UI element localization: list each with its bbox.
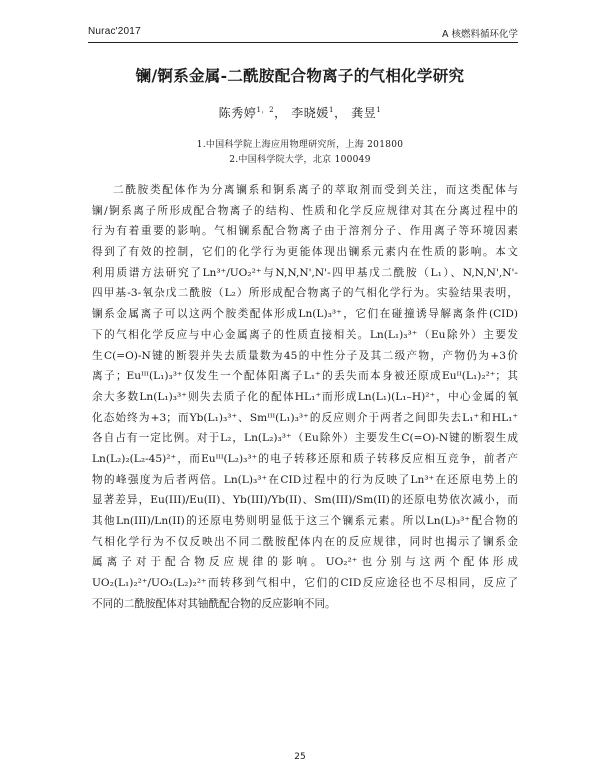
abstract-line: 其他Ln(III)/Ln(II)的还原电势则明显低于这三个镧系元素。所以Ln(L)₃³⁺配合物的 — [92, 515, 518, 527]
author-affiliation-mark: 1，2 — [256, 106, 275, 114]
affiliation-1: 1.中国科学院上海应用物理研究所，上海 201800 — [196, 140, 404, 150]
author-name: 龚昱 — [351, 106, 377, 120]
author-separator: ， — [334, 106, 347, 120]
abstract-line: 各自占有一定比例。对于L₂，Ln(L₂)₃³⁺（Eu除外）主要发生C(=O)-N键的断裂生成 — [92, 432, 518, 445]
abstract-line: 不同的二酰胺配体对其铀酰配合物的反应影响不同。 — [92, 597, 336, 610]
abstract-line: 气相化学行为不仅反映出不同二酰胺配体内在的反应规律，同时也揭示了镧系金 — [92, 535, 518, 548]
abstract-line: 下的气相化学反应与中心金属离子的性质直接相关。Ln(L₁)₃³⁺（Eu除外）主要发 — [92, 328, 518, 341]
abstract-line: 得到了有效的控制，它们的化学行为更能体现出镧系元素内在性质的影响。本文 — [92, 246, 518, 259]
section-title: A 核燃料循环化学 — [441, 29, 518, 40]
abstract-line: 二酰胺类配体作为分离镧系和锕系离子的萃取剂而受到关注，而这类配体与 — [113, 184, 518, 196]
abstract-body — [92, 180, 518, 614]
author-affiliation-mark: 1 — [376, 106, 382, 114]
abstract-line: Ln(L₂)₂(L₂-45)²⁺，而Euᴵᴵᴵ(L₂)₃³⁺的电子转移还原和质子转移反应相互竞争，前者产 — [92, 452, 518, 465]
author-list — [0, 104, 600, 121]
abstract-line: 物的峰强度为后者两倍。Ln(L)₃³⁺在CID过程中的行为反映了Ln³⁺在还原电势上的 — [92, 473, 518, 486]
author-separator: ， — [274, 106, 287, 120]
affiliation-2: 2.中国科学院大学，北京 100049 — [229, 155, 371, 165]
author-name: 李晓媛 — [291, 106, 329, 120]
abstract-line: UO₂(L₁)₂²⁺/UO₂(L₂)₂²⁺而转移到气相中，它们的CID反应途径也不尽相同，反应了 — [92, 577, 518, 590]
abstract-line: 属离子对于配合物反应规律的影响。UO₂²⁺也分别与这两个配体形成 — [92, 556, 518, 569]
abstract-line: 化态始终为+3；而Yb(L₁)₃³⁺、Smᴵᴵᴵ(L₁)₃³⁺的反应则介于两者之间即失去L₁⁺和HL₁⁺ — [92, 411, 518, 424]
abstract-line: 显著差异，Eu(III)/Eu(II)、Yb(III)/Yb(II)、Sm(III)/Sm(II)的还原电势依次减小，而 — [92, 494, 518, 507]
author-affiliation-mark: 1 — [329, 106, 335, 114]
paper-title: 镧/锕系金属-二酰胺配合物离子的气相化学研究 — [135, 66, 465, 85]
conference-name: Nurac'2017 — [88, 26, 141, 37]
abstract-line: 利用质谱方法研究了Ln³⁺/UO₂²⁺与N,N,N',N'-四甲基戊二酰胺（L₁）、N,N,N',N'- — [92, 266, 518, 279]
author-name: 陈秀婷 — [218, 106, 257, 120]
abstract-line: 镧/锕系离子所形成配合物离子的结构、性质和化学反应规律对其在分离过程中的 — [92, 204, 518, 217]
running-header — [88, 26, 518, 43]
abstract-line: 四甲基-3-氧杂戊二酰胺（L₂）所形成配合物离子的气相化学行为。实验结果表明， — [92, 287, 518, 300]
abstract-line: 余大多数Ln(L₁)₃³⁺则失去质子化的配体HL₁⁺而形成Ln(L₁)(L₁–H)²⁺，中心金属的氧 — [92, 390, 518, 403]
abstract-line: 生C(=O)-N键的断裂并失去质量数为45的中性分子及其二级产物，产物仍为+3价 — [92, 349, 518, 362]
abstract-line: 离子；Euᴵᴵᴵ(L₁)₃³⁺仅发生一个配体阳离子L₁⁺的丢失而本身被还原成Euᴵᴵ(L₁)₂²⁺；其 — [92, 370, 518, 383]
abstract-line: 镧系金属离子可以这两个胺类配体形成Ln(L)₃³⁺，它们在碰撞诱导解离条件(CID) — [92, 308, 518, 321]
page-number: 25 — [294, 752, 306, 762]
abstract-line: 行为有着重要的影响。气相镧系配合物离子由于溶剂分子、作用离子等环境因素 — [92, 225, 518, 238]
